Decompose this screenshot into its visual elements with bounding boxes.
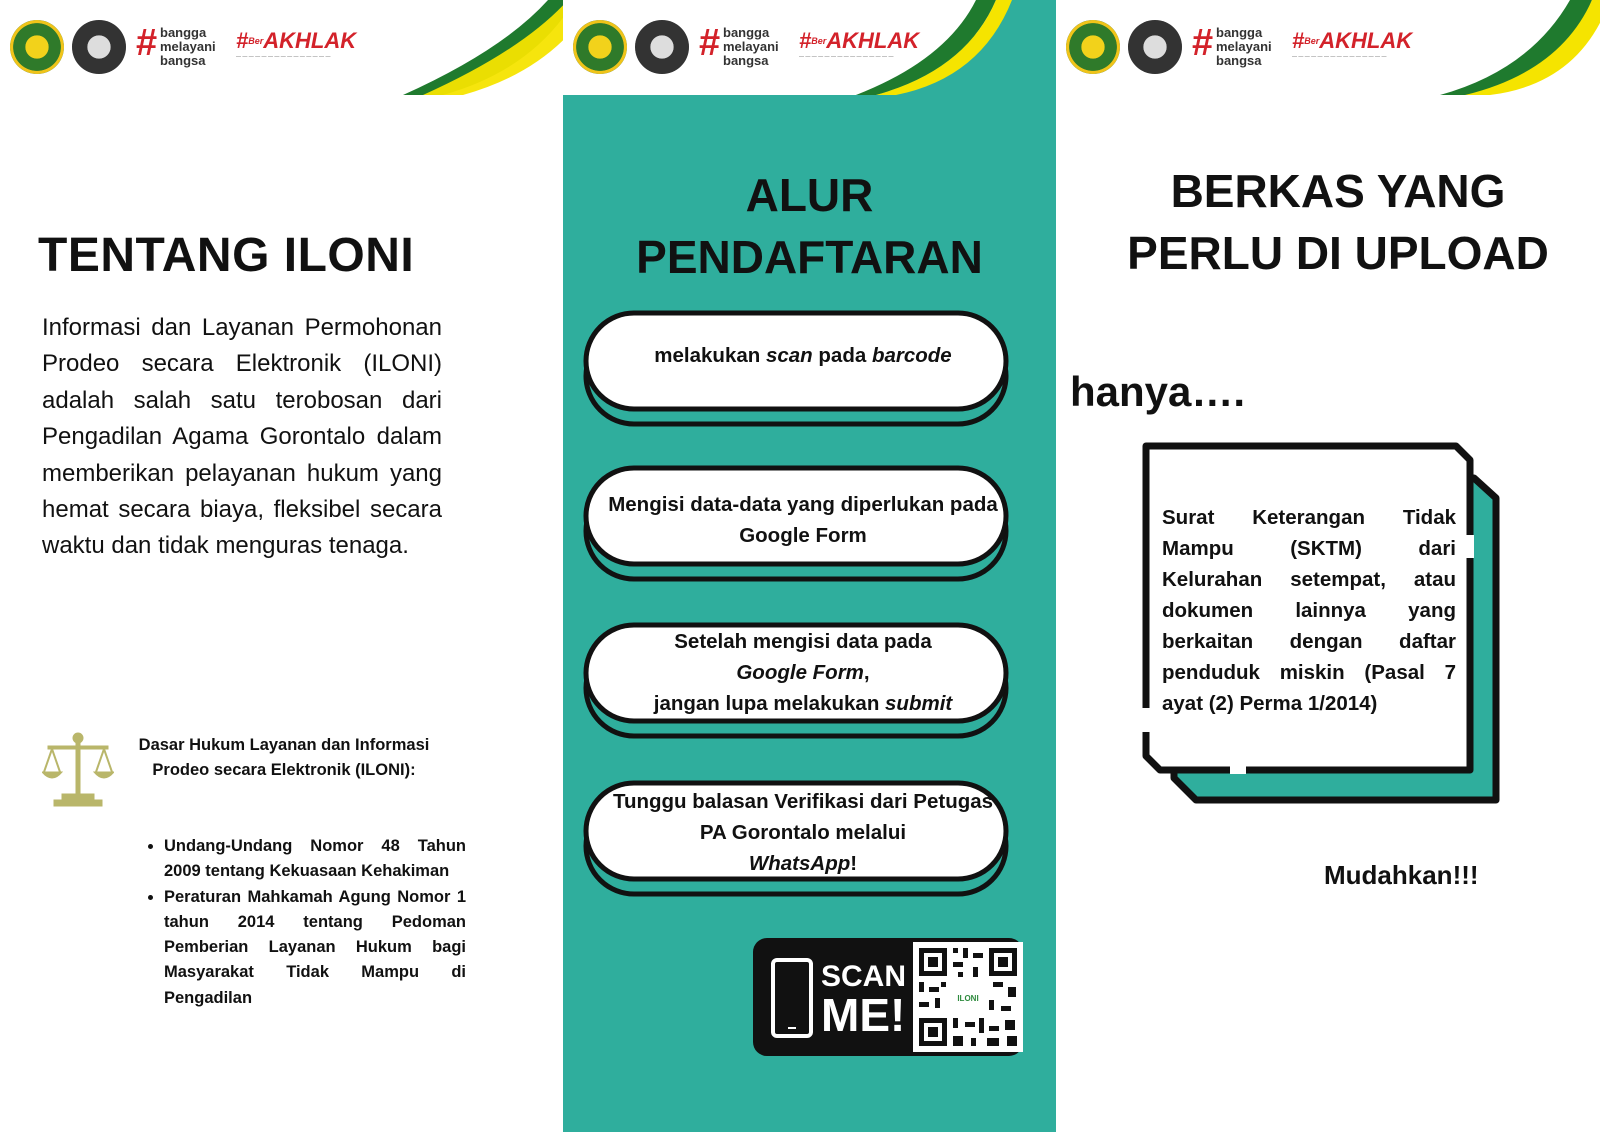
scan-label: SCAN bbox=[821, 960, 907, 993]
mudahkan-label: Mudahkan!!! bbox=[1324, 860, 1479, 890]
list-item: • Peraturan Mahkamah Agung Nomor 1 tahun 2014 tentang Pedoman Pemberian Layanan Hukum bagi Masyarakat Tidak Mampu di Pengadilan bbox=[164, 885, 466, 1011]
header-strip bbox=[1056, 0, 1600, 95]
scan-me-badge[interactable] bbox=[753, 938, 1023, 1056]
header-strip bbox=[563, 0, 1056, 95]
kementerian-logo bbox=[635, 20, 689, 74]
akhlak-logo: #$^{Ber}$AKHLAK — — — — — — — — — — — — — — — bbox=[1292, 28, 1413, 60]
panel-tentang bbox=[0, 0, 563, 1132]
mahkamah-agung-logo bbox=[1066, 20, 1120, 74]
akhlak-logo: #$^{Ber}$AKHLAK — — — — — — — — — — — — — — — bbox=[799, 28, 920, 60]
document-requirements: Surat Keterangan Tidak Mampu (SKTM) dari Kelurahan setempat, atau dokumen lainnya yang berkaitan dengan daftar penduduk miskin (Pasal 7 ayat (2) Perma 1/2014) bbox=[1162, 506, 1456, 715]
bangga-melayani-logo: # bangga melayani bangsa bbox=[699, 22, 779, 68]
akhlak-logo: #$^{Ber}$AKHLAK — — — — — — — — — — — — — — — bbox=[236, 28, 357, 60]
mahkamah-agung-logo bbox=[573, 20, 627, 74]
qr-pattern bbox=[913, 942, 1023, 1052]
step-4-verifikasi bbox=[583, 780, 1023, 900]
qr-iloni-label: ILONI bbox=[957, 994, 979, 1003]
kementerian-logo bbox=[1128, 20, 1182, 74]
step-3-text: Setelah mengisi data pada Google Form, jangan lupa melakukan submit bbox=[653, 630, 953, 715]
header-strip bbox=[0, 0, 563, 95]
bangga-melayani-logo: # bangga melayani bangsa bbox=[136, 22, 216, 68]
step-2-text: Mengisi data-data yang diperlukan pada Google Form bbox=[608, 493, 998, 547]
page-title-tentang: TENTANG ILONI bbox=[38, 229, 415, 282]
list-item: • Undang-Undang Nomor 48 Tahun 2009 tentang Kekuasaan Kehakiman bbox=[164, 834, 466, 885]
document-card bbox=[1134, 440, 1504, 810]
bangga-melayani-logo: # bangga melayani bangsa bbox=[1192, 22, 1272, 68]
mahkamah-agung-logo bbox=[10, 20, 64, 74]
page-title-berkas: BERKAS YANG PERLU DI UPLOAD bbox=[1127, 165, 1549, 279]
justice-scale-icon bbox=[42, 732, 114, 808]
iloni-description: Informasi dan Layanan Permohonan Prodeo secara Elektronik (ILONI) adalah salah satu terobosan dari Pengadilan Agama Gorontalo dalam memberikan pelayanan hukum yang hemat secara biaya, fleksibel secara waktu dan tidak menguras tenaga. bbox=[42, 314, 442, 560]
step-3-submit bbox=[583, 622, 1023, 742]
step-1-text: melakukan scan pada barcode bbox=[654, 344, 952, 367]
hanya-label: hanya…. bbox=[1070, 368, 1246, 415]
step-2-isi-form bbox=[583, 465, 1023, 585]
dasar-hukum-title: Dasar Hukum Layanan dan Informasi Prodeo secara Elektronik (ILONI): bbox=[138, 736, 430, 779]
phone-icon bbox=[771, 958, 813, 1038]
page-title-alur: ALUR PENDAFTARAN bbox=[636, 169, 983, 283]
panel-berkas bbox=[1056, 0, 1600, 1132]
header-swoosh bbox=[323, 0, 563, 95]
panel-alur bbox=[563, 0, 1056, 1132]
dasar-hukum-list bbox=[140, 834, 466, 1011]
kementerian-logo bbox=[72, 20, 126, 74]
header-swoosh bbox=[856, 0, 1056, 95]
qr-code-icon[interactable] bbox=[913, 942, 1023, 1052]
header-swoosh bbox=[1360, 0, 1600, 95]
me-label: ME! bbox=[821, 989, 906, 1041]
step-4-text: Tunggu balasan Verifikasi dari Petugas PA Gorontalo melalui WhatsApp! bbox=[612, 790, 994, 875]
step-1-scan bbox=[583, 310, 1023, 430]
